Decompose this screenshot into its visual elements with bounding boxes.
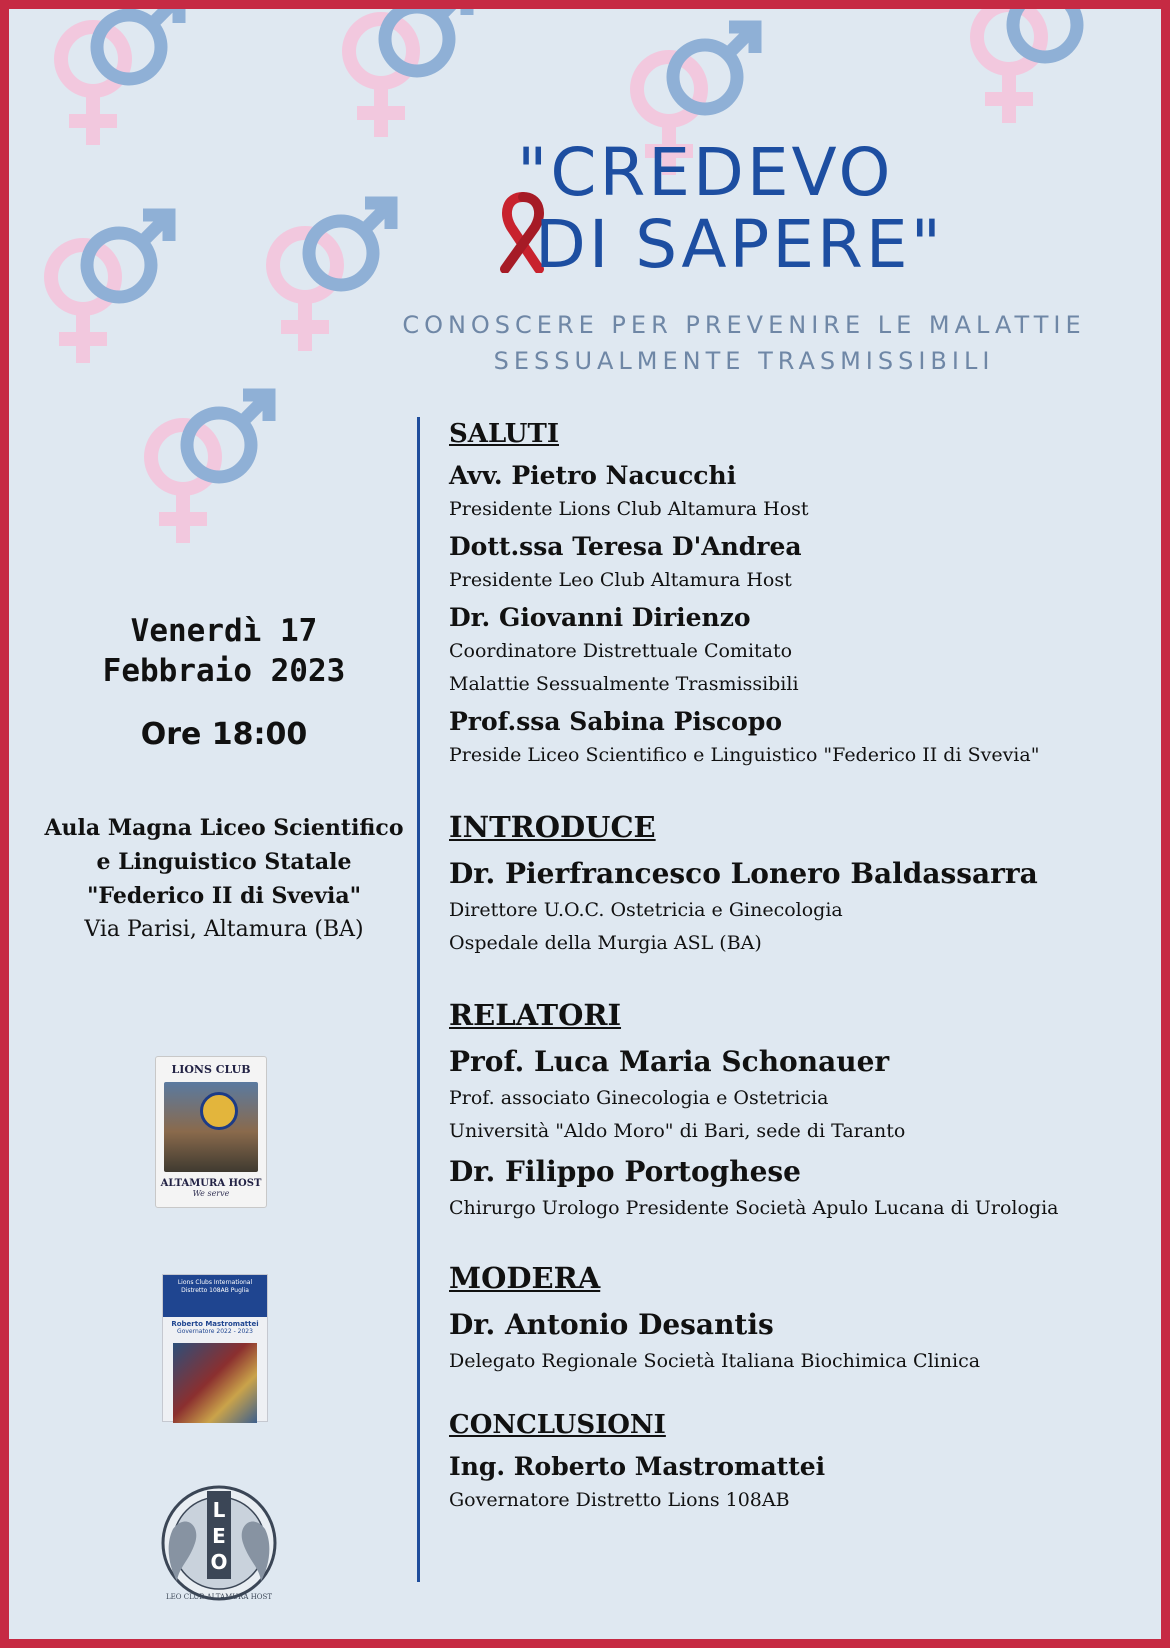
- leo-ring-text: LEO CLUB ALTAMURA HOST: [165, 1593, 273, 1601]
- section-introduce: [449, 810, 1149, 960]
- gender-symbol-icon: [151, 395, 269, 543]
- section-saluti: [449, 419, 1149, 772]
- speaker-name: Dott.ssa Teresa D'Andrea: [449, 532, 802, 561]
- lions-seal-icon: [200, 1092, 238, 1130]
- speaker-role: Presidente Leo Club Altamura Host: [449, 569, 792, 591]
- governor-pennant-logo: [162, 1274, 268, 1422]
- lions-club-pennant-logo: [155, 1056, 267, 1208]
- event-date: [34, 611, 414, 691]
- speaker-name: Dr. Pierfrancesco Lonero Baldassarra: [449, 857, 1038, 890]
- section-relatori: [449, 998, 1149, 1225]
- speaker-name: Avv. Pietro Nacucchi: [449, 461, 737, 490]
- title-line-2: DI SAPERE": [535, 206, 944, 283]
- speaker-role: Preside Liceo Scientifico e Linguistico "Federico II di Svevia": [449, 744, 1040, 766]
- governor-pennant-header: [163, 1275, 267, 1317]
- lions-pennant-bottom-text: ALTAMURA HOST: [160, 1178, 262, 1189]
- section-title: MODERA: [449, 1261, 601, 1295]
- section-title: CONCLUSIONI: [449, 1410, 666, 1440]
- speaker-name: Dr. Giovanni Dirienzo: [449, 603, 751, 632]
- speaker-role: Coordinatore Distrettuale Comitato: [449, 640, 793, 662]
- svg-text:L: L: [212, 1498, 226, 1522]
- event-venue: [34, 811, 414, 947]
- lions-pennant-image: [164, 1082, 258, 1172]
- speaker-role: Direttore U.O.C. Ostetricia e Ginecologia: [449, 899, 843, 921]
- speaker-role: Università "Aldo Moro" di Bari, sede di Taranto: [449, 1120, 906, 1142]
- gov-name: Roberto Mastromattei: [171, 1320, 259, 1328]
- title-line-1: "CREDEVO: [517, 134, 894, 211]
- gender-symbol-icon: [977, 9, 1095, 123]
- leo-club-logo: [149, 1483, 289, 1603]
- speaker-role: Delegato Regionale Società Italiana Biochimica Clinica: [449, 1350, 981, 1372]
- speaker-role: Ospedale della Murgia ASL (BA): [449, 932, 762, 954]
- speaker-role: Governatore Distretto Lions 108AB: [449, 1489, 790, 1511]
- date-line-1: Venerdì 17: [130, 613, 318, 649]
- section-title: SALUTI: [449, 419, 559, 449]
- gov-header-1: Lions Clubs International: [177, 1279, 253, 1286]
- date-line-2: Febbraio 2023: [102, 653, 346, 689]
- subtitle-line-1: CONOSCERE PER PREVENIRE LE MALATTIE: [402, 311, 1086, 339]
- speaker-role: Presidente Lions Club Altamura Host: [449, 498, 809, 520]
- gender-symbol-icon: [61, 9, 179, 145]
- lions-pennant-motto: We serve: [192, 1189, 230, 1198]
- event-subtitle: [349, 307, 1139, 379]
- governor-pennant-image: [173, 1343, 257, 1423]
- gov-sub: Governatore 2022 - 2023: [177, 1328, 253, 1335]
- section-title: INTRODUCE: [449, 810, 656, 844]
- section-modera: [449, 1261, 1149, 1378]
- speaker-name: Ing. Roberto Mastromattei: [449, 1452, 826, 1481]
- speaker-role: Prof. associato Ginecologia e Ostetricia: [449, 1087, 829, 1109]
- venue-line-1: Aula Magna Liceo Scientifico: [44, 815, 404, 841]
- venue-address: Via Parisi, Altamura (BA): [84, 917, 364, 942]
- lions-pennant-top-text: LIONS CLUB: [171, 1063, 251, 1076]
- gender-symbol-icon: [349, 9, 467, 137]
- section-title: RELATORI: [449, 998, 622, 1032]
- svg-text:E: E: [212, 1524, 226, 1548]
- venue-line-2: e Linguistico Statale: [96, 849, 352, 875]
- program: [449, 419, 1149, 1517]
- speaker-name: Prof. Luca Maria Schonauer: [449, 1045, 890, 1078]
- vertical-divider: [417, 417, 420, 1582]
- speaker-name: Prof.ssa Sabina Piscopo: [449, 707, 782, 736]
- svg-text:O: O: [210, 1550, 228, 1574]
- speaker-role: Chirurgo Urologo Presidente Società Apulo Lucana di Urologia: [449, 1197, 1059, 1219]
- gender-symbol-icon: [51, 215, 169, 363]
- event-title: [517, 134, 944, 283]
- subtitle-line-2: SESSUALMENTE TRASMISSIBILI: [493, 347, 995, 375]
- event-time: Ore 18:00: [140, 717, 308, 752]
- speaker-role: Malattie Sessualmente Trasmissibili: [449, 673, 799, 695]
- section-conclusioni: [449, 1410, 1149, 1517]
- gov-header-2: Distretto 108AB Puglia: [181, 1287, 249, 1294]
- speaker-name: Dr. Antonio Desantis: [449, 1308, 774, 1341]
- speaker-name: Dr. Filippo Portoghese: [449, 1155, 801, 1188]
- venue-line-3: "Federico II di Svevia": [86, 883, 362, 909]
